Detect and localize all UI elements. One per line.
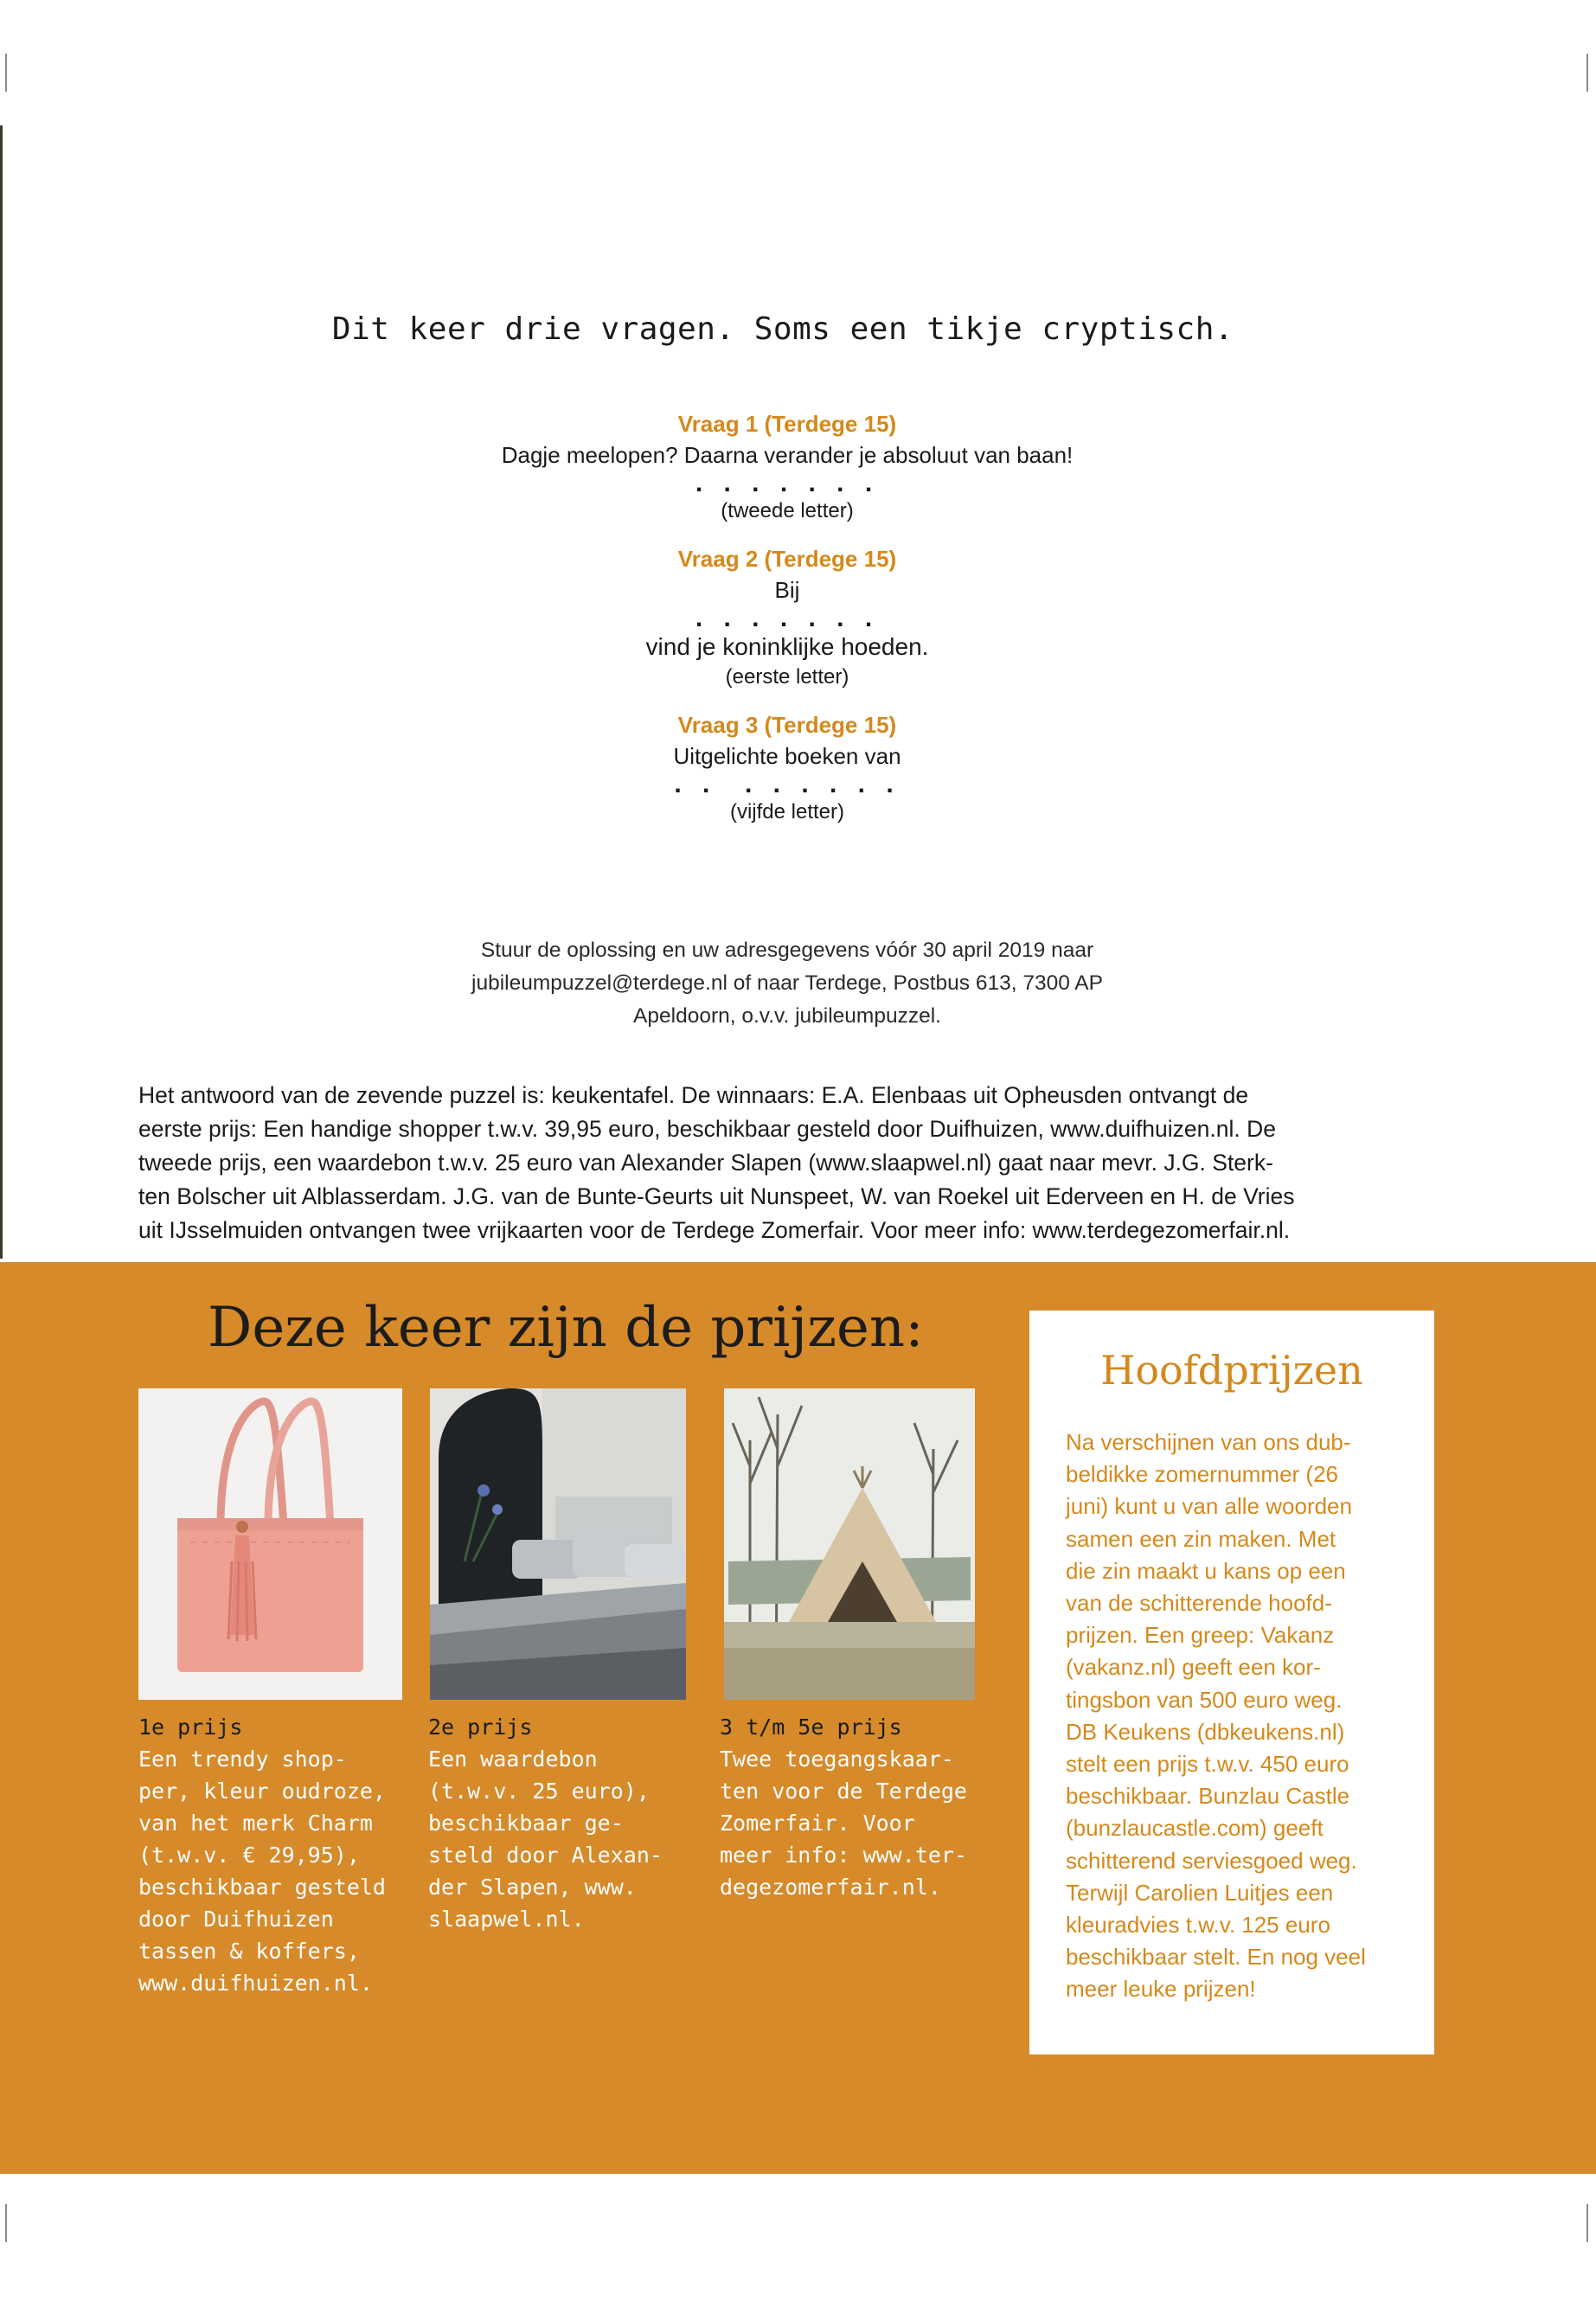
- main-prizes-line: kleuradvies t.w.v. 125 euro: [1066, 1912, 1330, 1939]
- crop-mark-top-right: [1586, 54, 1588, 92]
- prize-line: Twee toegangskaar-: [720, 1747, 954, 1772]
- question-heading: Vraag 3 (Terdege 15): [677, 712, 897, 738]
- prize-line: ten voor de Terdege: [720, 1779, 967, 1804]
- answer-line: uit IJsselmuiden ontvangen twee vrijkaarten voor de Terdege Zomerfair. Voor meer info: www.terdegezomerfair.nl.: [138, 1217, 1291, 1243]
- prize-line: steld door Alexan-: [428, 1843, 663, 1868]
- question-note: (vijfde letter): [729, 800, 845, 824]
- main-prizes-line: DB Keukens (dbkeukens.nl): [1066, 1718, 1345, 1745]
- tipi-tent-image: [724, 1388, 975, 1700]
- instruction-line: Stuur de oplossing en uw adresgegevens vóór 30 april 2019 naar: [480, 939, 1094, 962]
- main-prizes-line: van de schitterende hoofd-: [1066, 1590, 1332, 1617]
- question-text: Dagje meelopen? Daarna verander je absoluut van baan!: [501, 442, 1074, 468]
- main-prizes-title: Hoofdprijzen: [1100, 1347, 1363, 1394]
- question-note: (tweede letter): [721, 499, 854, 522]
- main-prizes-text: [1066, 1426, 1412, 2006]
- crop-mark-top-left: [5, 54, 7, 92]
- shopper-bag-image: [138, 1388, 402, 1700]
- main-prizes-line: (vakanz.nl) geeft een kor-: [1066, 1654, 1321, 1681]
- prize-label: 1e prijs: [138, 1715, 243, 1740]
- question-heading: Vraag 2 (Terdege 15): [677, 546, 897, 572]
- prize-line: door Duifhuizen: [138, 1907, 334, 1932]
- crop-mark-bottom-right: [1586, 2204, 1588, 2242]
- prize-2-photo: [430, 1388, 686, 1700]
- main-prizes-line: meer leuke prijzen!: [1066, 1976, 1256, 2003]
- prize-3-photo: [724, 1388, 975, 1700]
- previous-answer-winners: [138, 1079, 1488, 1247]
- question-text: Uitgelichte boeken van: [673, 743, 901, 769]
- crop-mark-bottom-left: [5, 2204, 7, 2242]
- intro-heading: Dit keer drie vragen. Soms een tikje cryptisch.: [331, 311, 1234, 347]
- prizes-title: Deze keer zijn de prijzen:: [208, 1296, 924, 1360]
- prize-line: der Slapen, www.: [428, 1875, 637, 1900]
- main-prizes-line: Terwijl Carolien Luitjes een: [1066, 1879, 1334, 1906]
- question-1: [0, 408, 1574, 526]
- question-heading: Vraag 1 (Terdege 15): [677, 411, 897, 437]
- prize-2-description: [428, 1711, 663, 1935]
- prize-line: Zomerfair. Voor: [720, 1811, 915, 1836]
- main-prizes-line: tingsbon van 500 euro weg.: [1066, 1686, 1343, 1713]
- prize-line: (t.w.v. 25 euro),: [428, 1779, 650, 1804]
- prize-1-description: [138, 1711, 386, 1999]
- main-prizes-line: stelt een prijs t.w.v. 450 euro: [1066, 1751, 1349, 1778]
- prize-line: degezomerfair.nl.: [720, 1875, 941, 1900]
- question-3: [0, 709, 1574, 827]
- answer-line: Het antwoord van de zevende puzzel is: keukentafel. De winnaars: E.A. Elenbaas uit Opheusden ontvangt de: [138, 1082, 1249, 1108]
- prize-line: slaapwel.nl.: [428, 1907, 585, 1932]
- main-prizes-line: Na verschijnen van ons dub-: [1066, 1429, 1351, 1455]
- main-prizes-line: beldikke zomernummer (26: [1066, 1461, 1339, 1488]
- prize-line: www.duifhuizen.nl.: [138, 1971, 373, 1996]
- question-text: Bij: [774, 577, 800, 603]
- prize-3-description: [720, 1711, 967, 1903]
- prize-1-photo: [138, 1388, 402, 1700]
- main-prizes-line: beschikbaar. Bunzlau Castle: [1066, 1783, 1350, 1810]
- question-text-after: vind je koninklijke hoeden.: [645, 633, 929, 660]
- prize-line: Een trendy shop-: [138, 1747, 347, 1772]
- main-prizes-line: prijzen. Een greep: Vakanz: [1066, 1622, 1335, 1649]
- question-2: [0, 543, 1574, 692]
- question-note: (eerste letter): [725, 665, 849, 689]
- quiz-questions: [0, 408, 1574, 844]
- main-prizes-line: samen een zin maken. Met: [1066, 1525, 1336, 1552]
- prize-label: 3 t/m 5e prijs: [720, 1715, 902, 1740]
- prize-line: van het merk Charm: [138, 1811, 373, 1836]
- prize-line: Een waardebon: [428, 1747, 598, 1772]
- prize-line: tassen & koffers,: [138, 1939, 360, 1964]
- main-prizes-line: schitterend serviesgoed weg.: [1066, 1847, 1357, 1874]
- prize-line: per, kleur oudroze,: [138, 1779, 386, 1804]
- answer-line: tweede prijs, een waardebon t.w.v. 25 euro van Alexander Slapen (www.slaapwel.nl) gaat naar mevr. J.G. Sterk-: [138, 1150, 1273, 1176]
- main-prizes-line: juni) kunt u van alle woorden: [1066, 1493, 1352, 1520]
- prize-line: beschikbaar ge-: [428, 1811, 624, 1836]
- answer-dots: . . . . . . . .: [674, 770, 901, 798]
- answer-line: eerste prijs: Een handige shopper t.w.v. 39,95 euro, beschikbaar gesteld door Duifhuizen, www.duifhuizen.nl. De: [138, 1116, 1276, 1142]
- bedroom-image: [430, 1388, 686, 1700]
- instruction-line: jubileumpuzzel@terdege.nl of naar Terdege, Postbus 613, 7300 AP: [471, 971, 1103, 995]
- main-prizes-box: [1029, 1311, 1434, 2054]
- prize-label: 2e prijs: [428, 1715, 533, 1740]
- main-prizes-line: (bunzlaucastle.com) geeft: [1066, 1815, 1324, 1842]
- prize-line: meer info: www.ter-: [720, 1843, 967, 1868]
- answer-line: ten Bolscher uit Alblasserdam. J.G. van de Bunte-Geurts uit Nunspeet, W. van Roekel uit Ederveen en H. de Vries: [138, 1183, 1295, 1209]
- instruction-line: Apeldoorn, o.v.v. jubileumpuzzel.: [633, 1004, 941, 1028]
- answer-dots: . . . . . . .: [695, 469, 880, 497]
- main-prizes-line: beschikbaar stelt. En nog veel: [1066, 1944, 1366, 1971]
- answer-dots: . . . . . . .: [695, 604, 880, 632]
- main-prizes-line: die zin maakt u kans op een: [1066, 1557, 1346, 1584]
- submission-instructions: [398, 934, 1176, 1033]
- prize-line: (t.w.v. € 29,95),: [138, 1843, 360, 1868]
- prize-line: beschikbaar gesteld: [138, 1875, 386, 1900]
